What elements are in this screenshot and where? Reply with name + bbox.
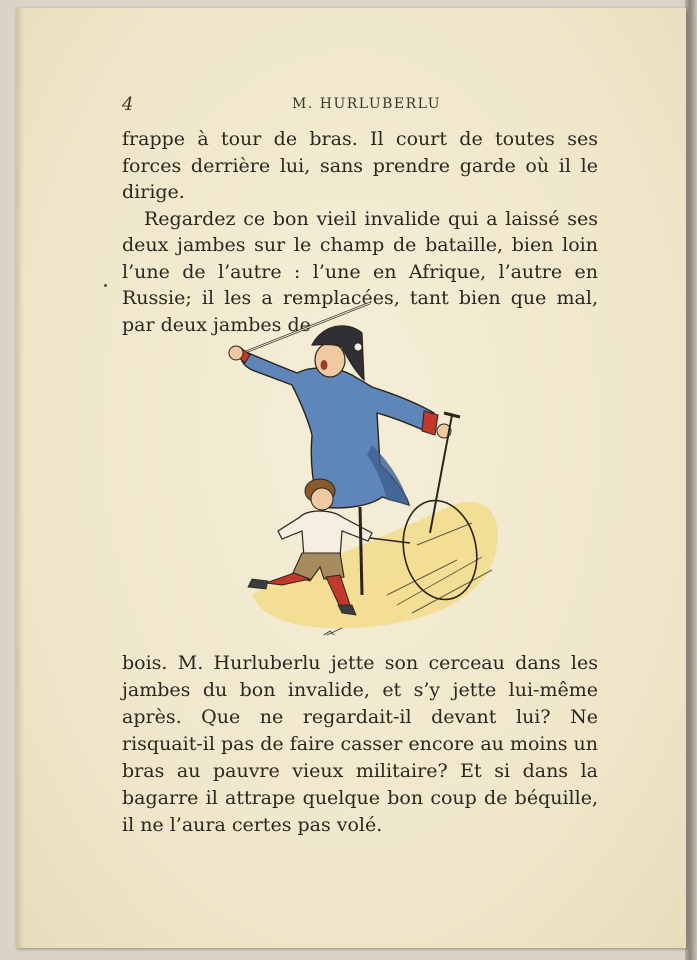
page-number: 4	[122, 94, 134, 115]
soldier-cuff-right	[422, 411, 438, 435]
page-gutter-shadow	[16, 8, 24, 948]
wooden-leg	[360, 507, 362, 595]
body-text-bottom	[122, 650, 598, 839]
boy-face	[311, 488, 333, 510]
soldier-hand-left	[229, 346, 243, 360]
paragraph: frappe à tour de bras. Il court de toutes ses forces derrière lui, sans prendre garde où il le dirige.	[122, 128, 598, 203]
ink-speck	[104, 284, 107, 287]
illustration-drawing	[212, 295, 512, 645]
paragraph: Regardez ce bon vieil invalide qui a laissé ses deux jambes sur le champ de bataille, bien loin l’une de l’autre : l’une en Afrique, l’autre en Russie; il les a remplacées, tant bien que mal, par deux jambes de	[122, 207, 598, 336]
soldier-face	[315, 343, 345, 377]
ground-wash	[252, 502, 498, 628]
running-title: M. HURLUBERLU	[292, 96, 441, 112]
running-head	[122, 94, 602, 118]
scan-edge	[685, 0, 697, 960]
paragraph: bois. M. Hurluberlu jette son cerceau dans les jambes du bon invalide, et s’y jette lui-même après. Que ne regardait-il devant lui? Ne risquait-il pas de faire casser encore au moins un bras au pauvre vieux militaire? Et si dans la bagarre il attrape quelque bon coup de béquille, il ne l’aura certes pas volé.	[122, 652, 598, 836]
illustration	[212, 295, 512, 645]
